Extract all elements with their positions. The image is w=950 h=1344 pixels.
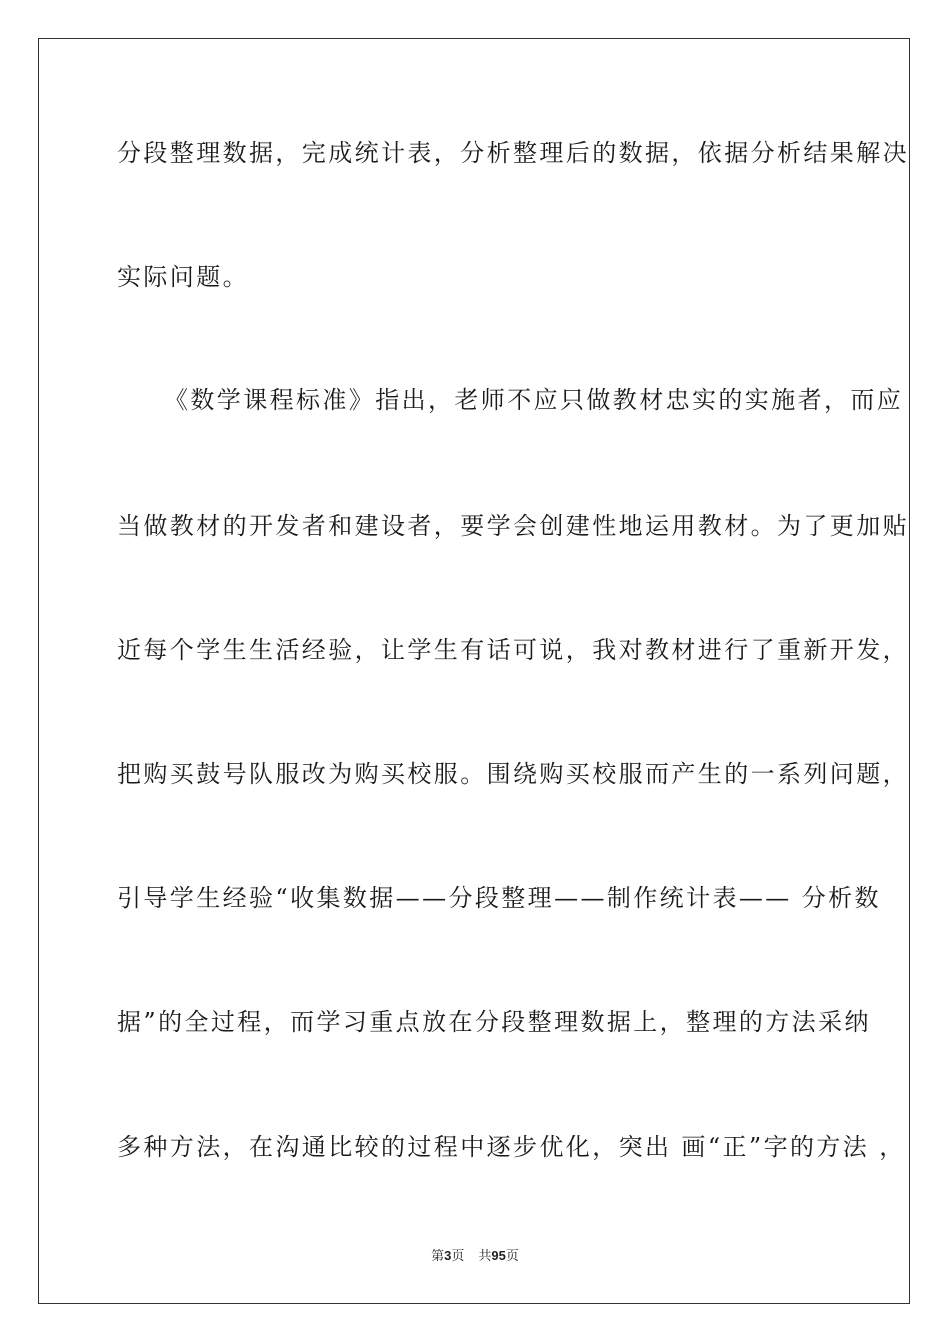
total-prefix: 共 [478, 1249, 492, 1264]
text-line-8: 据”的全过程，而学习重点放在分段整理数据上，整理的方法采纳 [117, 1008, 871, 1036]
total-pages: 95 [491, 1248, 506, 1263]
page-border [38, 38, 910, 1304]
text-line-2: 实际问题。 [117, 263, 249, 291]
page-number: 3 [444, 1248, 452, 1263]
text-line-5: 近每个学生生活经验，让学生有话可说，我对教材进行了重新开发， [117, 636, 909, 664]
text-line-1: 分段整理数据，完成统计表，分析整理后的数据，依据分析结果解决 [117, 139, 909, 167]
total-suffix: 页 [505, 1249, 519, 1264]
text-line-4: 当做教材的开发者和建设者，要学会创建性地运用教材。为了更加贴 [117, 512, 909, 540]
text-line-9: 多种方法，在沟通比较的过程中逐步优化，突出 画“正”字的方法 ， [117, 1133, 906, 1161]
page-footer [0, 1248, 950, 1265]
text-line-3: 《数学课程标准》指出，老师不应只做教材忠实的实施者，而应 [164, 386, 904, 414]
page-prefix: 第 [431, 1249, 445, 1264]
page-suffix: 页 [451, 1249, 465, 1264]
text-line-6: 把购买鼓号队服改为购买校服。围绕购买校服而产生的一系列问题， [117, 760, 909, 788]
text-line-7: 引导学生经验“收集数据——分段整理——制作统计表—— 分析数 [117, 884, 881, 912]
